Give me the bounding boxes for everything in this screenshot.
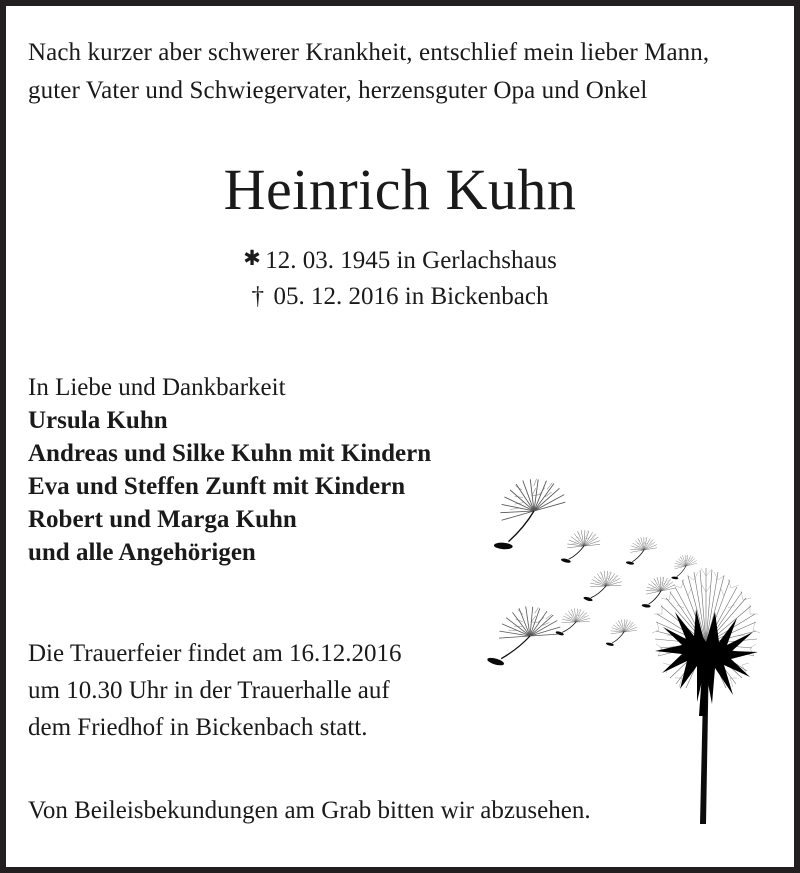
family-member-1: Ursula Kuhn — [28, 407, 168, 434]
family-block — [28, 371, 772, 569]
birth-star-symbol: ✱ — [243, 246, 261, 270]
family-member-4: Robert und Marga Kuhn — [28, 506, 297, 533]
birth-date-text: 12. 03. 1945 in Gerlachshaus — [265, 247, 557, 274]
death-cross-symbol: † — [251, 283, 265, 310]
name-block — [28, 158, 772, 222]
intro-line-2: guter Vater und Schwiegervater, herzensguter Opa und Onkel — [28, 77, 648, 104]
birth-date-row — [28, 240, 772, 279]
death-date-row — [28, 279, 772, 315]
family-member-3: Eva und Steffen Zunft mit Kindern — [28, 473, 406, 500]
family-member-5: und alle Angehörigen — [28, 539, 256, 566]
ceremony-line-2: um 10.30 Uhr in der Trauerhalle auf — [28, 677, 390, 704]
deceased-name: Heinrich Kuhn — [223, 157, 577, 222]
notice-text-content — [6, 6, 794, 828]
family-member-2: Andreas und Silke Kuhn mit Kindern — [28, 440, 432, 467]
intro-paragraph — [28, 6, 772, 110]
ceremony-line-3: dem Friedhof in Bickenbach statt. — [28, 714, 368, 741]
family-lead-line: In Liebe und Dankbarkeit — [28, 374, 286, 401]
intro-line-1: Nach kurzer aber schwerer Krankheit, entschlief mein lieber Mann, — [28, 39, 710, 66]
closing-note: Von Beileisbekundungen am Grab bitten wir abzusehen. — [28, 797, 591, 824]
life-dates — [28, 240, 772, 315]
ceremony-line-1: Die Trauerfeier findet am 16.12.2016 — [28, 640, 402, 667]
ceremony-details — [28, 635, 772, 746]
death-date-text: 05. 12. 2016 in Bickenbach — [273, 283, 549, 310]
